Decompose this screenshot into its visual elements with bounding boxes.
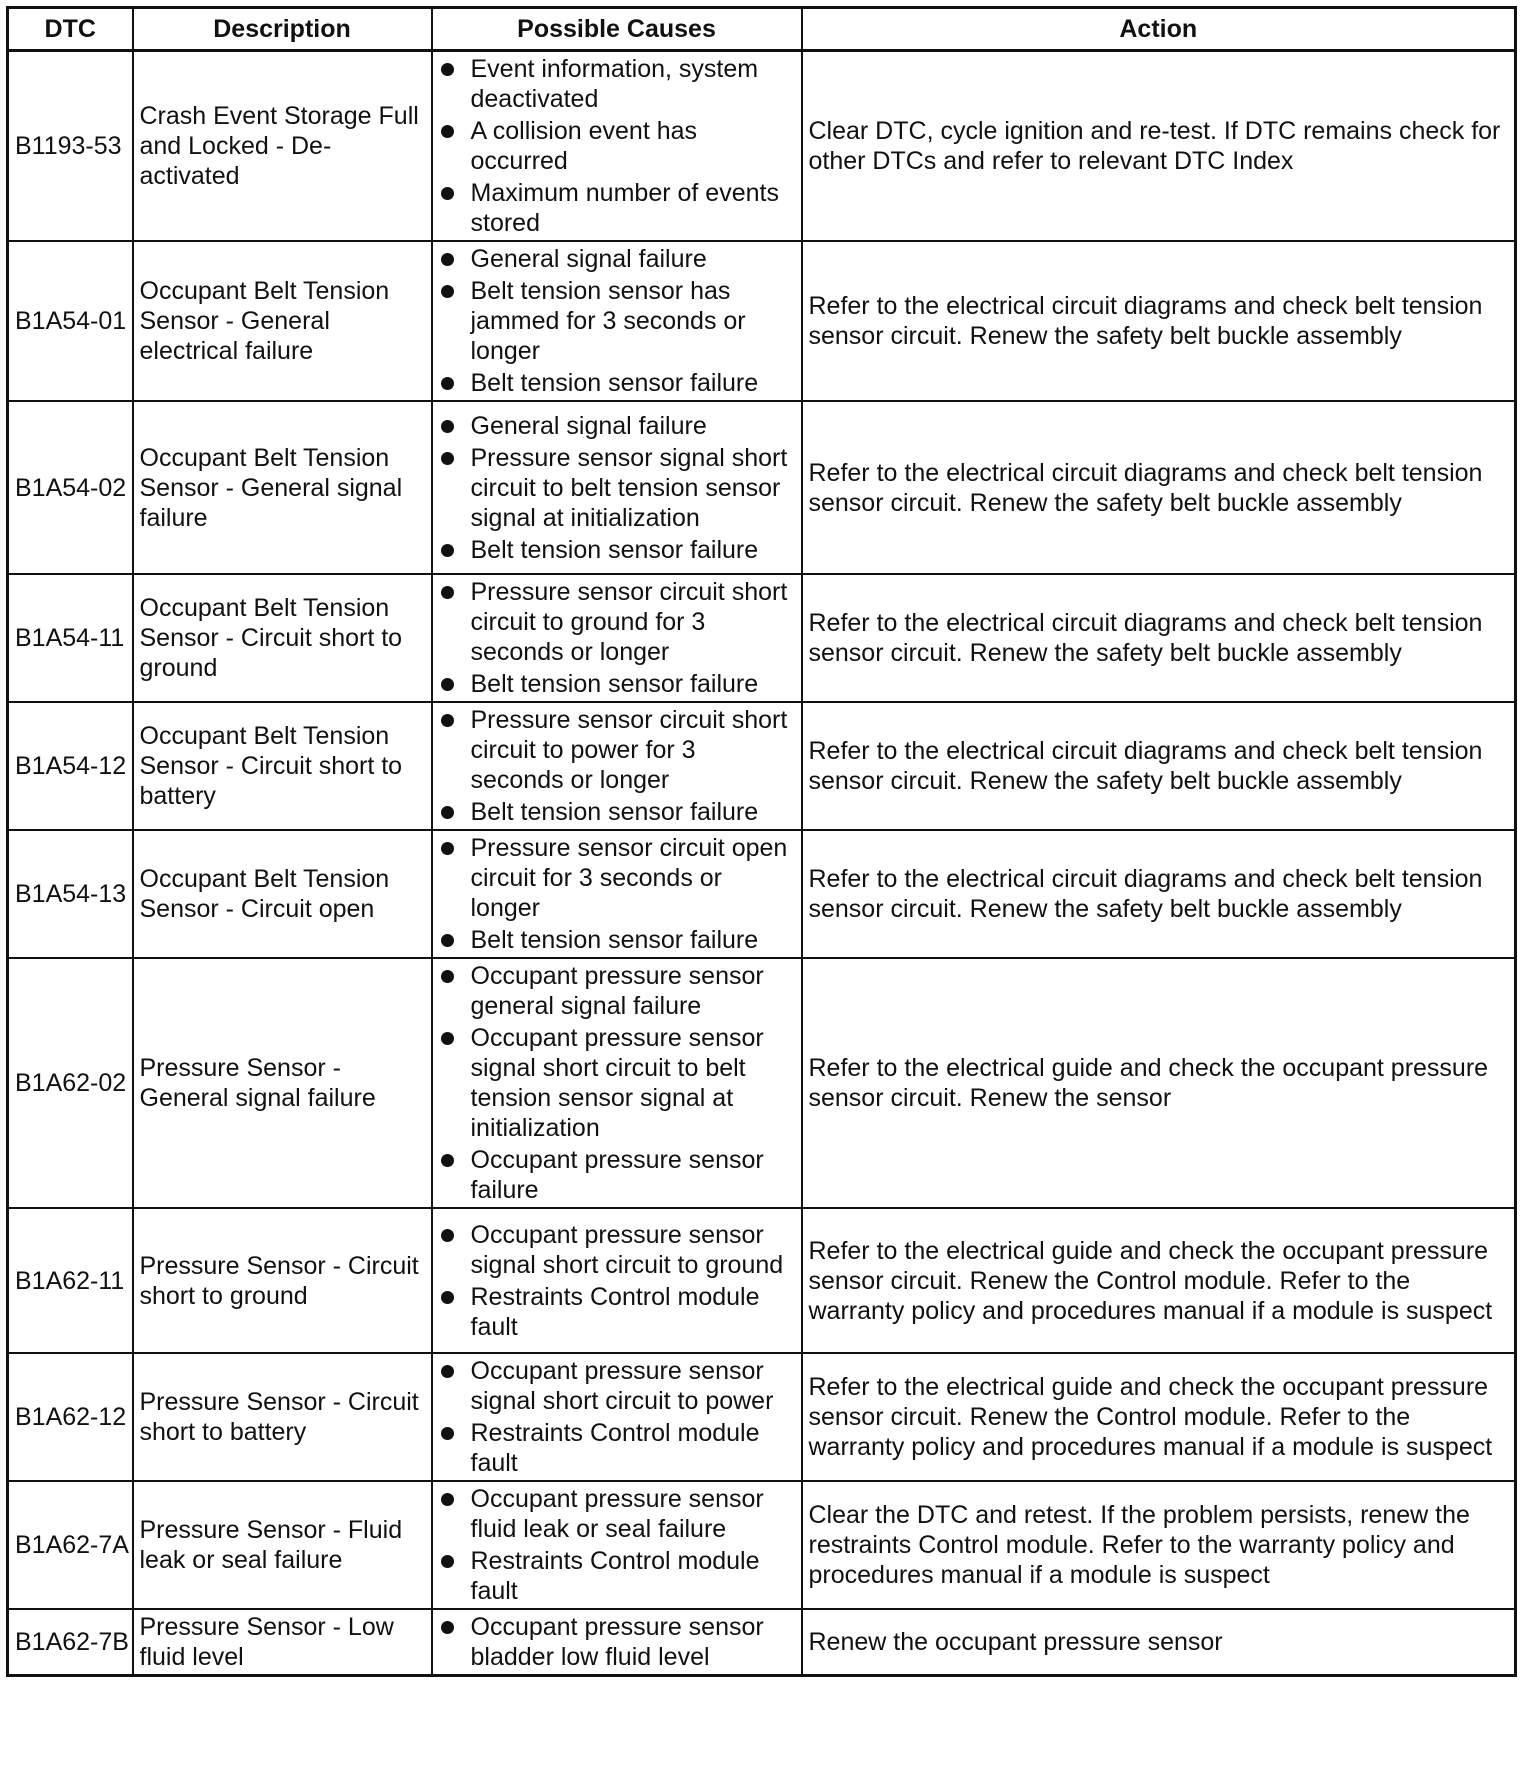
dtc-action: Clear the DTC and retest. If the problem persists, renew the restraints Control module. Refer to the warranty policy and procedures manual if a module is suspect [802, 1481, 1516, 1609]
dtc-action: Clear DTC, cycle ignition and re-test. If DTC remains check for other DTCs and refer to relevant DTC Index [802, 51, 1516, 242]
table-row [8, 958, 1516, 1208]
causes-list [439, 244, 795, 398]
possible-causes-cell [432, 1353, 802, 1481]
cause-item [439, 925, 795, 955]
cause-item [439, 276, 795, 366]
bullet-icon [441, 1229, 454, 1242]
cause-item [439, 244, 795, 274]
cause-text: Belt tension sensor failure [470, 926, 759, 954]
cause-text: Belt tension sensor has jammed for 3 seconds or longer [470, 277, 746, 365]
dtc-code: B1A62-7A [8, 1481, 133, 1609]
possible-causes-cell [432, 401, 802, 574]
dtc-description: Pressure Sensor - General signal failure [133, 958, 432, 1208]
cause-text: Belt tension sensor failure [470, 798, 759, 826]
dtc-description: Occupant Belt Tension Sensor - General signal failure [133, 401, 432, 574]
cause-item [439, 961, 795, 1021]
cause-item [439, 1612, 795, 1672]
cause-text: Pressure sensor circuit short circuit to ground for 3 seconds or longer [470, 578, 788, 666]
table-row [8, 574, 1516, 702]
dtc-action: Refer to the electrical circuit diagrams and check belt tension sensor circuit. Renew the safety belt buckle assembly [802, 702, 1516, 830]
cause-item [439, 54, 795, 114]
cause-item [439, 833, 795, 923]
bullet-icon [441, 1555, 454, 1568]
table-row [8, 1609, 1516, 1676]
bullet-icon [441, 970, 454, 983]
cause-text: Belt tension sensor failure [470, 535, 759, 564]
cause-text: Occupant pressure sensor general signal failure [470, 962, 764, 1020]
dtc-description: Pressure Sensor - Low fluid level [133, 1609, 432, 1676]
table-row [8, 241, 1516, 401]
bullet-icon [441, 842, 454, 855]
dtc-code: B1A54-12 [8, 702, 133, 830]
table-row [8, 401, 1516, 574]
dtc-action: Refer to the electrical guide and check the occupant pressure sensor circuit. Renew the sensor [802, 958, 1516, 1208]
table-row [8, 1353, 1516, 1481]
cause-text: Restraints Control module fault [470, 1547, 760, 1605]
cause-text: Occupant pressure sensor failure [470, 1146, 764, 1204]
possible-causes-cell [432, 1208, 802, 1353]
cause-item [439, 797, 795, 827]
bullet-icon [441, 452, 454, 465]
dtc-code: B1A62-02 [8, 958, 133, 1208]
dtc-action: Refer to the electrical circuit diagrams and check belt tension sensor circuit. Renew the safety belt buckle assembly [802, 241, 1516, 401]
cause-text: Restraints Control module fault [470, 1419, 760, 1477]
cause-item [439, 669, 795, 699]
dtc-description: Crash Event Storage Full and Locked - De-activated [133, 51, 432, 242]
causes-list [439, 961, 795, 1205]
dtc-code: B1A54-02 [8, 401, 133, 574]
cause-text: General signal failure [470, 411, 707, 440]
cause-text: Occupant pressure sensor fluid leak or seal failure [470, 1485, 764, 1543]
bullet-icon [441, 934, 454, 947]
dtc-code: B1A54-13 [8, 830, 133, 958]
table-body [8, 51, 1516, 1676]
table-row [8, 830, 1516, 958]
dtc-description: Occupant Belt Tension Sensor - Circuit short to battery [133, 702, 432, 830]
possible-causes-cell [432, 241, 802, 401]
cause-text: Belt tension sensor failure [470, 670, 759, 698]
bullet-icon [441, 1291, 454, 1304]
header-description: Description [133, 8, 432, 51]
cause-item [439, 116, 795, 176]
possible-causes-cell [432, 830, 802, 958]
cause-text: Maximum number of events stored [470, 179, 779, 237]
possible-causes-cell [432, 574, 802, 702]
cause-item [439, 1484, 795, 1544]
cause-item [439, 411, 795, 441]
cause-item [439, 1418, 795, 1478]
bullet-icon [441, 1365, 454, 1378]
cause-text: Occupant pressure sensor signal short circuit to ground [470, 1220, 784, 1279]
cause-text: Belt tension sensor failure [470, 369, 759, 397]
cause-item [439, 577, 795, 667]
possible-causes-cell [432, 1481, 802, 1609]
dtc-action: Refer to the electrical circuit diagrams and check belt tension sensor circuit. Renew the safety belt buckle assembly [802, 574, 1516, 702]
bullet-icon [441, 586, 454, 599]
table-row [8, 1481, 1516, 1609]
bullet-icon [441, 187, 454, 200]
dtc-description: Pressure Sensor - Circuit short to ground [133, 1208, 432, 1353]
causes-list [439, 54, 795, 238]
bullet-icon [441, 1621, 454, 1634]
dtc-action: Refer to the electrical circuit diagrams and check belt tension sensor circuit. Renew the safety belt buckle assembly [802, 830, 1516, 958]
dtc-description: Occupant Belt Tension Sensor - Circuit open [133, 830, 432, 958]
cause-text: A collision event has occurred [470, 117, 698, 175]
causes-list [439, 1484, 795, 1606]
bullet-icon [441, 806, 454, 819]
dtc-code: B1A62-7B [8, 1609, 133, 1676]
header-row [8, 8, 1516, 51]
bullet-icon [441, 125, 454, 138]
cause-text: Occupant pressure sensor signal short circuit to power [470, 1357, 774, 1415]
bullet-icon [441, 285, 454, 298]
cause-item [439, 1356, 795, 1416]
bullet-icon [441, 1427, 454, 1440]
bullet-icon [441, 1154, 454, 1167]
cause-text: Occupant pressure sensor bladder low fluid level [470, 1613, 764, 1671]
cause-text: Occupant pressure sensor signal short circuit to belt tension sensor signal at initialization [470, 1024, 764, 1142]
dtc-code: B1A54-01 [8, 241, 133, 401]
cause-text: Pressure sensor circuit short circuit to power for 3 seconds or longer [470, 706, 788, 794]
dtc-action: Renew the occupant pressure sensor [802, 1609, 1516, 1676]
bullet-icon [441, 420, 454, 433]
cause-item [439, 1023, 795, 1143]
causes-list [439, 833, 795, 955]
bullet-icon [441, 1032, 454, 1045]
cause-item [439, 1145, 795, 1205]
dtc-code: B1A62-12 [8, 1353, 133, 1481]
dtc-code: B1193-53 [8, 51, 133, 242]
dtc-description: Occupant Belt Tension Sensor - General electrical failure [133, 241, 432, 401]
table-row [8, 1208, 1516, 1353]
dtc-table [6, 6, 1517, 1677]
header-action: Action [802, 8, 1516, 51]
cause-item [439, 443, 795, 533]
cause-text: General signal failure [470, 245, 707, 273]
cause-item [439, 535, 795, 565]
dtc-code: B1A62-11 [8, 1208, 133, 1353]
table-header [8, 8, 1516, 51]
bullet-icon [441, 63, 454, 76]
causes-list [439, 1220, 795, 1342]
causes-list [439, 705, 795, 827]
cause-text: Restraints Control module fault [470, 1282, 760, 1341]
dtc-code: B1A54-11 [8, 574, 133, 702]
possible-causes-cell [432, 1609, 802, 1676]
causes-list [439, 1356, 795, 1478]
cause-item [439, 1546, 795, 1606]
dtc-table-page [6, 6, 1514, 1677]
cause-item [439, 1220, 795, 1280]
header-possible-causes: Possible Causes [432, 8, 802, 51]
possible-causes-cell [432, 702, 802, 830]
bullet-icon [441, 678, 454, 691]
cause-text: Pressure sensor circuit open circuit for 3 seconds or longer [470, 834, 788, 922]
causes-list [439, 411, 795, 565]
cause-item [439, 705, 795, 795]
bullet-icon [441, 544, 454, 557]
dtc-action: Refer to the electrical circuit diagrams and check belt tension sensor circuit. Renew the safety belt buckle assembly [802, 401, 1516, 574]
possible-causes-cell [432, 958, 802, 1208]
cause-text: Pressure sensor signal short circuit to belt tension sensor signal at initialization [470, 443, 788, 532]
cause-item [439, 368, 795, 398]
causes-list [439, 577, 795, 699]
bullet-icon [441, 714, 454, 727]
bullet-icon [441, 253, 454, 266]
dtc-description: Pressure Sensor - Circuit short to battery [133, 1353, 432, 1481]
causes-list [439, 1612, 795, 1672]
bullet-icon [441, 377, 454, 390]
table-row [8, 702, 1516, 830]
header-dtc: DTC [8, 8, 133, 51]
bullet-icon [441, 1493, 454, 1506]
possible-causes-cell [432, 51, 802, 242]
cause-text: Event information, system deactivated [470, 55, 759, 113]
dtc-description: Occupant Belt Tension Sensor - Circuit short to ground [133, 574, 432, 702]
cause-item [439, 178, 795, 238]
table-row [8, 51, 1516, 242]
dtc-description: Pressure Sensor - Fluid leak or seal failure [133, 1481, 432, 1609]
dtc-action: Refer to the electrical guide and check the occupant pressure sensor circuit. Renew the Control module. Refer to the warranty policy and procedures manual if a module is suspect [802, 1353, 1516, 1481]
dtc-action: Refer to the electrical guide and check the occupant pressure sensor circuit. Renew the Control module. Refer to the warranty policy and procedures manual if a module is suspect [802, 1208, 1516, 1353]
cause-item [439, 1282, 795, 1342]
